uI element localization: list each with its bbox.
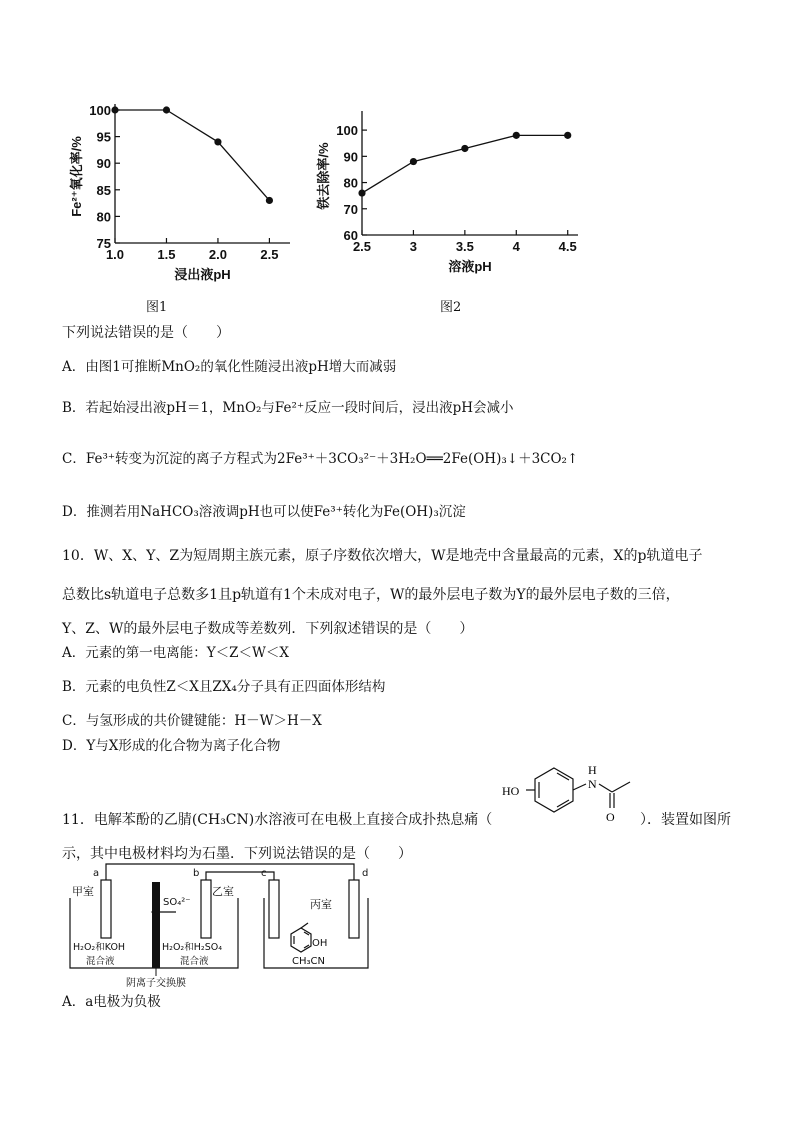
q9-option-b: B．若起始浸出液pH＝1，MnO₂与Fe²⁺反应一段时间后，浸出液pH会减小 bbox=[62, 400, 514, 416]
anion-exchange-membrane bbox=[152, 882, 160, 968]
y-tick-label: 100 bbox=[89, 103, 111, 118]
y-tick-label: 95 bbox=[96, 129, 111, 145]
y-tick-label: 85 bbox=[96, 182, 111, 198]
x-axis-label: 溶液pH bbox=[448, 259, 492, 274]
x-tick-label: 1.5 bbox=[157, 247, 176, 262]
x-tick-label: 2.0 bbox=[208, 247, 227, 262]
data-point bbox=[214, 138, 221, 145]
data-point bbox=[410, 158, 417, 165]
electrode-b-label: b bbox=[193, 868, 200, 879]
x-tick-label: 1.0 bbox=[105, 247, 125, 262]
y-axis-label: 铁去除率/% bbox=[316, 142, 331, 210]
q10-option-c: C．与氢形成的共价键键能：H－W＞H－X bbox=[62, 713, 322, 729]
data-point bbox=[513, 132, 520, 139]
q9-option-d: D．推测若用NaHCO₃溶液调pH也可以使Fe³⁺转化为Fe(OH)₃沉淀 bbox=[62, 504, 466, 520]
x-tick-label: 4.5 bbox=[558, 239, 577, 254]
data-point bbox=[111, 106, 118, 113]
x-tick-label: 2.5 bbox=[352, 239, 372, 254]
q10-stem-line-1: 10．W、X、Y、Z为短周期主族元素，原子序数依次增大，W是地壳中含量最高的元素，X的p轨道电子 bbox=[62, 548, 703, 564]
figure-caption-1: 图1 bbox=[146, 300, 168, 315]
solution-2-line-1: H₂O₂和H₂SO₄ bbox=[162, 942, 223, 953]
membrane-label: 阴离子交换膜 bbox=[126, 978, 186, 989]
x-axis-label: 浸出液pH bbox=[174, 267, 231, 282]
chamber-3-label: 丙室 bbox=[310, 898, 332, 911]
figure-caption-2: 图2 bbox=[440, 300, 462, 315]
chamber-1-label: 甲室 bbox=[72, 885, 94, 898]
data-point bbox=[564, 132, 571, 139]
mol-h-label: H bbox=[588, 763, 597, 777]
y-tick-label: 80 bbox=[343, 175, 358, 191]
x-tick-label: 3.5 bbox=[455, 239, 474, 254]
q10-option-b: B．元素的电负性Z＜X且ZX₄分子具有正四面体形结构 bbox=[62, 679, 386, 695]
q11-stem-line-1a: 11．电解苯酚的乙腈(CH₃CN)水溶液可在电极上直接合成扑热息痛（ bbox=[62, 812, 493, 828]
q10-stem-line-3: Y、Z、W的最外层电子数成等差数列．下列叙述错误的是（ ） bbox=[62, 621, 474, 637]
chart-iron-removal-rate bbox=[300, 100, 600, 290]
phenol-oh-label: OH bbox=[312, 938, 328, 949]
q11-option-a: A．a电极为负极 bbox=[62, 994, 161, 1010]
electrode-c-label: c bbox=[261, 868, 267, 879]
chart-fe2-oxidation-rate bbox=[60, 90, 310, 290]
electrode-a-label: a bbox=[93, 868, 100, 879]
electrode-d-label: d bbox=[362, 868, 369, 879]
solution-1-line-1: H₂O₂和KOH bbox=[73, 942, 126, 953]
y-tick-label: 100 bbox=[336, 123, 358, 139]
data-point bbox=[163, 106, 170, 113]
q9-option-a: A．由图1可推断MnO₂的氧化性随浸出液pH增大而减弱 bbox=[62, 359, 397, 375]
solution-1-line-2: 混合液 bbox=[86, 956, 115, 967]
q10-option-a: A．元素的第一电离能：Y＜Z＜W＜X bbox=[62, 645, 290, 661]
chamber-2-label: 乙室 bbox=[212, 885, 234, 898]
series-line bbox=[115, 110, 269, 200]
sulfate-ion-label: SO₄²⁻ bbox=[163, 897, 191, 908]
y-tick-label: 90 bbox=[343, 149, 358, 165]
x-tick-label: 4 bbox=[512, 239, 520, 254]
y-axis-label: Fe²⁺氧化率/% bbox=[69, 136, 84, 217]
q10-stem-line-2: 总数比s轨道电子总数多1且p轨道有1个未成对电子，W的最外层电子数为Y的最外层电子数的三倍， bbox=[62, 587, 680, 603]
mol-ho-label: HO bbox=[502, 784, 520, 798]
series-line bbox=[362, 135, 568, 193]
q10-option-d: D．Y与X形成的化合物为离子化合物 bbox=[62, 738, 281, 754]
q9-stem: 下列说法错误的是（ ） bbox=[62, 325, 230, 341]
solution-2-line-2: 混合液 bbox=[180, 956, 209, 967]
y-tick-label: 70 bbox=[343, 201, 358, 217]
solution-3-label: CH₃CN bbox=[292, 956, 325, 967]
data-point bbox=[358, 189, 365, 196]
mol-o-label: O bbox=[606, 810, 615, 824]
x-tick-label: 3 bbox=[409, 239, 418, 254]
x-tick-label: 2.5 bbox=[260, 247, 279, 262]
data-point bbox=[461, 145, 468, 152]
electrolysis-apparatus bbox=[60, 858, 380, 990]
mol-n-label: N bbox=[588, 777, 597, 791]
y-tick-label: 60 bbox=[343, 228, 358, 243]
q11-stem-line-1b: ）．装置如图所 bbox=[640, 812, 731, 828]
y-tick-label: 80 bbox=[96, 209, 111, 225]
q11-stem-line-2: 示，其中电极材料均为石墨．下列说法错误的是（ ） bbox=[62, 846, 412, 862]
y-tick-label: 90 bbox=[96, 156, 111, 172]
y-tick-label: 75 bbox=[96, 236, 111, 251]
data-point bbox=[266, 197, 273, 204]
q9-option-c: C．Fe³⁺转变为沉淀的离子方程式为2Fe³⁺＋3CO₃²⁻＋3H₂O══2Fe(OH)₃↓＋3CO₂↑ bbox=[62, 451, 579, 467]
